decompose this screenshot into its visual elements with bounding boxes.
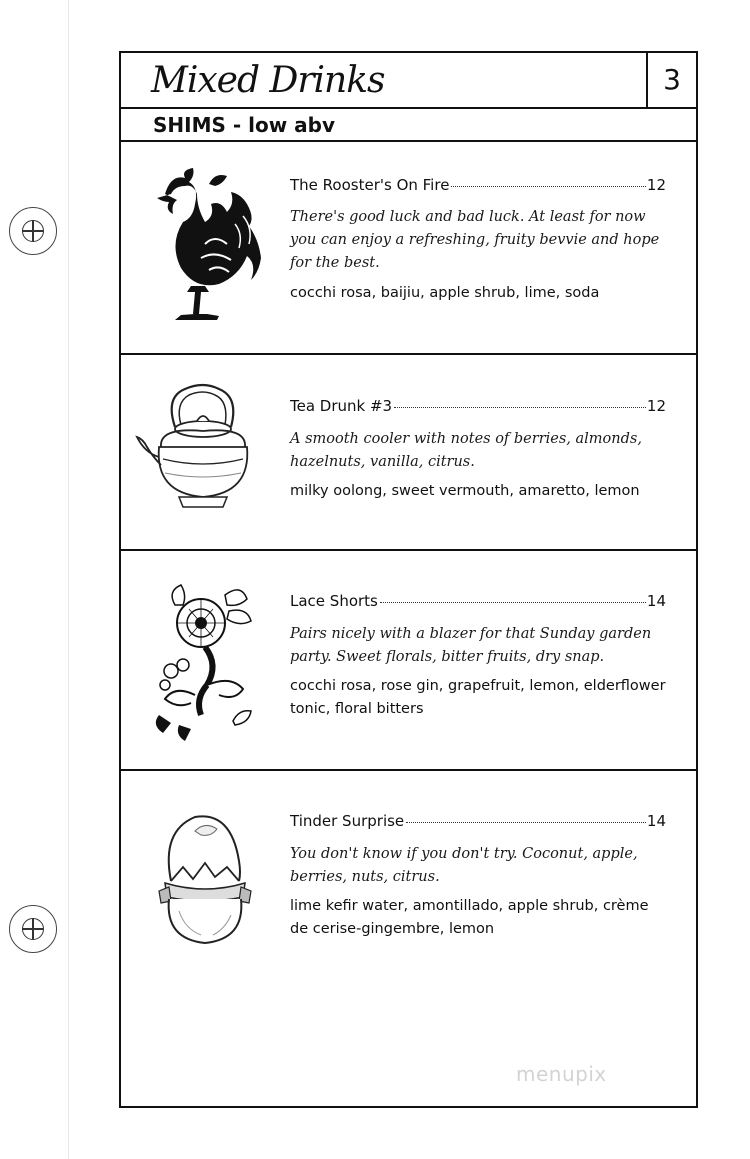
menu-item: [121, 771, 696, 1106]
item-name: Tea Drunk #3: [290, 397, 393, 415]
binder-hole-icon: [9, 905, 57, 953]
menu-item: [121, 355, 696, 551]
item-heading: [290, 176, 666, 194]
item-ingredients: cocchi rosa, baijiu, apple shrub, lime, soda: [290, 285, 600, 301]
item-name: Tinder Surprise: [290, 812, 405, 830]
item-heading: [290, 812, 666, 830]
menu-page: [119, 51, 698, 1108]
item-price: 14: [646, 812, 666, 830]
teapot-illustration-icon: [135, 377, 270, 527]
item-name: Lace Shorts: [290, 592, 378, 610]
item-description: Pairs nicely with a blazer for that Sunday garden party. Sweet florals, bitter fruits, dry snap.: [290, 626, 652, 665]
binder-hole-icon: [9, 207, 57, 255]
dot-leader: [451, 186, 645, 187]
dot-leader: [380, 602, 646, 603]
section-row: [121, 109, 696, 142]
dot-leader: [406, 822, 646, 823]
item-heading: [290, 397, 666, 415]
page-margin-line: [68, 0, 69, 1159]
item-ingredients: lime kefir water, amontillado, apple shrub, crème de cerise-gingembre, lemon: [290, 898, 649, 937]
page-number: 3: [646, 53, 696, 107]
lace-flower-illustration-icon: [135, 575, 265, 745]
title-row: [121, 53, 696, 109]
item-name: The Rooster's On Fire: [290, 176, 450, 194]
item-description: You don't know if you don't try. Coconut, apple, berries, nuts, citrus.: [290, 846, 638, 885]
dot-leader: [394, 407, 646, 408]
item-ingredients: cocchi rosa, rose gin, grapefruit, lemon, elderflower tonic, floral bitters: [290, 678, 666, 717]
item-price: 14: [646, 592, 666, 610]
menu-item: [121, 142, 696, 355]
item-price: 12: [646, 397, 666, 415]
menu-item: [121, 551, 696, 771]
page-title: Mixed Drinks: [151, 60, 385, 101]
item-description: There's good luck and bad luck. At least for now you can enjoy a refreshing, fruity bevvie and hope for the best.: [290, 209, 660, 271]
egg-illustration-icon: [135, 811, 265, 951]
item-ingredients: milky oolong, sweet vermouth, amaretto, lemon: [290, 483, 640, 499]
item-description: A smooth cooler with notes of berries, almonds, hazelnuts, vanilla, citrus.: [290, 431, 642, 470]
item-heading: [290, 592, 666, 610]
watermark: menupix: [516, 1062, 607, 1086]
item-price: 12: [646, 176, 666, 194]
section-title: SHIMS - low abv: [153, 113, 336, 137]
rooster-illustration-icon: [135, 164, 265, 324]
